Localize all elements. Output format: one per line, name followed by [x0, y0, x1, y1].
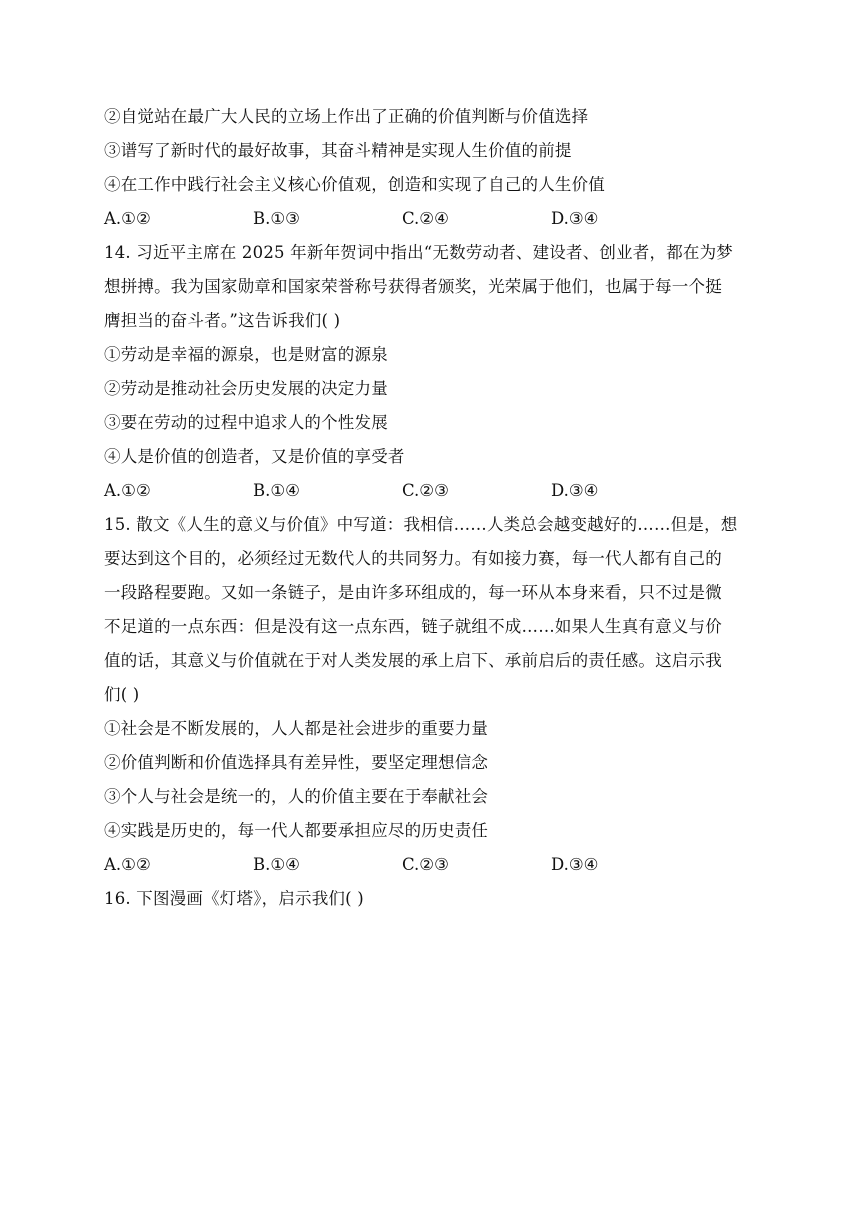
q15-option-a: A.①②	[104, 855, 151, 874]
q15-stem-line-2: 要达到这个目的，必须经过无数代人的共同努力。有如接力赛，每一代人都有自己的	[104, 549, 722, 568]
q13-option-a: A.①②	[104, 209, 151, 228]
q15-item-1: ①社会是不断发展的，人人都是社会进步的重要力量	[104, 719, 489, 738]
q13-item-4: ④在工作中践行社会主义核心价值观，创造和实现了自己的人生价值	[104, 175, 605, 194]
q15-options	[104, 848, 759, 882]
q15-stem-line-4: 不足道的一点东西：但是没有这一点东西，链子就组不成……如果人生真有意义与价	[104, 617, 722, 636]
q15-item-3: ③个人与社会是统一的，人的价值主要在于奉献社会	[104, 787, 489, 806]
q13-item-2: ②自觉站在最广大人民的立场上作出了正确的价值判断与价值选择	[104, 107, 589, 126]
q13-option-b: B.①③	[253, 209, 300, 228]
question-15	[104, 508, 759, 882]
q16-stem: 16. 下图漫画《灯塔》，启示我们( )	[104, 889, 364, 908]
q15-option-b: B.①④	[253, 855, 300, 874]
q14-option-c: C.②③	[402, 481, 449, 500]
q13-item-3: ③谱写了新时代的最好故事，其奋斗精神是实现人生价值的前提	[104, 141, 572, 160]
q15-option-d: D.③④	[551, 855, 599, 874]
q14-item-2: ②劳动是推动社会历史发展的决定力量	[104, 379, 388, 398]
q14-option-d: D.③④	[551, 481, 599, 500]
question-13	[104, 100, 759, 236]
q14-stem-line-1: 14. 习近平主席在 2025 年新年贺词中指出“无数劳动者、建设者、创业者，都在为梦	[104, 243, 734, 262]
q15-stem-line-5: 值的话，其意义与价值就在于对人类发展的承上启下、承前启后的责任感。这启示我	[104, 651, 722, 670]
question-14	[104, 236, 759, 508]
q13-option-c: C.②④	[402, 209, 449, 228]
q14-item-1: ①劳动是幸福的源泉，也是财富的源泉	[104, 345, 388, 364]
question-16	[104, 882, 759, 916]
q13-options	[104, 202, 759, 236]
q14-item-4: ④人是价值的创造者，又是价值的享受者	[104, 447, 405, 466]
q15-stem-line-6: 们( )	[104, 685, 140, 704]
q15-item-4: ④实践是历史的，每一代人都要承担应尽的历史责任	[104, 821, 489, 840]
q15-option-c: C.②③	[402, 855, 449, 874]
q15-stem-line-3: 一段路程要跑。又如一条链子，是由许多环组成的，每一环从本身来看，只不过是微	[104, 583, 722, 602]
q14-item-3: ③要在劳动的过程中追求人的个性发展	[104, 413, 388, 432]
q15-item-2: ②价值判断和价值选择具有差异性，要坚定理想信念	[104, 753, 489, 772]
exam-page	[104, 100, 759, 916]
q14-stem-line-3: 膺担当的奋斗者。”这告诉我们( )	[104, 311, 341, 330]
q14-stem-line-2: 想拼搏。我为国家勋章和国家荣誉称号获得者颁奖，光荣属于他们，也属于每一个挺	[104, 277, 722, 296]
q14-option-b: B.①④	[253, 481, 300, 500]
q15-stem-line-1: 15. 散文《人生的意义与价值》中写道：我相信……人类总会越变越好的……但是，想	[104, 515, 738, 534]
q13-option-d: D.③④	[551, 209, 599, 228]
q14-options	[104, 474, 759, 508]
q14-option-a: A.①②	[104, 481, 151, 500]
